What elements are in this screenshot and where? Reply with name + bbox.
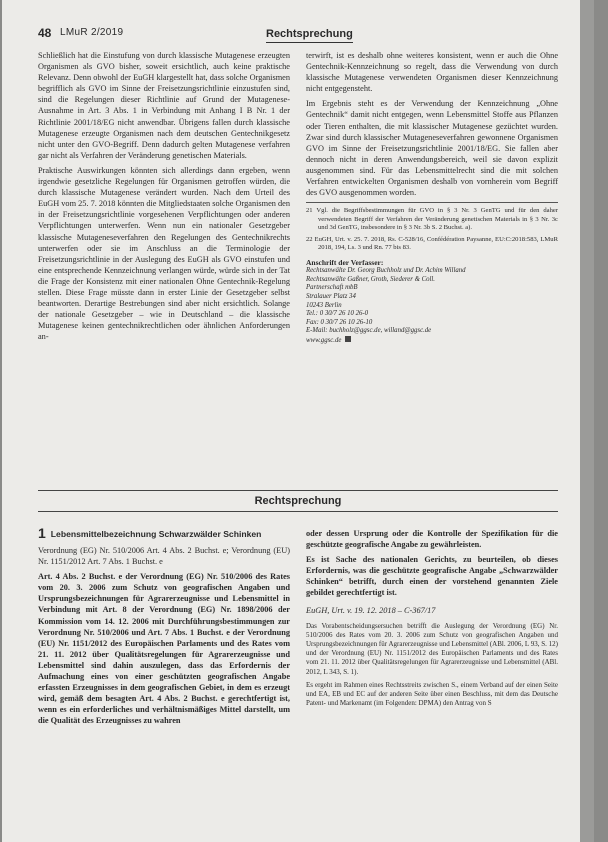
address-line: 10243 Berlin <box>306 301 342 309</box>
case-title: Lebensmittelbezeichnung Schwarzwälder Schinken <box>50 529 262 539</box>
address-line: Fax: 0 30/7 26 10 26-10 <box>306 318 373 326</box>
journal-page <box>2 0 594 842</box>
case-number: 1 <box>38 525 46 541</box>
case-column-right <box>306 528 558 712</box>
address-line: Partnerschaft mbB <box>306 284 358 292</box>
section-tag: Rechtsprechung <box>266 28 353 43</box>
footnote: 22 EuGH, Urt. v. 25. 7. 2018, Rs. C-528/16, Confédération Paysanne, EU:C:2018:583, LMuR 2018, 194, Ls. 3 und Rn. 77 bis 83. <box>306 236 558 252</box>
footnote: 21 Vgl. die Begriffsbestimmungen für GVO in § 3 Nr. 3 GenTG und für den daher verwendeten Begriff der Verfahren der Veränderung genetischen Materials in § 3 Nr. 3c und 3d GenTG, insbesondere in § 3 Nr. 3b S. 2 Buchst. a). <box>306 207 558 231</box>
section-heading-bar <box>38 490 558 512</box>
page-edge-shadow <box>580 0 594 842</box>
address-line: Tel.: 0 30/7 26 10 26-0 <box>306 310 369 318</box>
case-citation: EuGH, Urt. v. 19. 12. 2018 – C-367/17 <box>306 605 436 615</box>
section-heading: Rechtsprechung <box>254 495 342 507</box>
article-column-left <box>38 50 290 346</box>
journal-name: LMuR 2/2019 <box>60 27 124 38</box>
address-line: Rechtsanwälte Gaßner, Groth, Siederer & Coll. <box>306 275 436 283</box>
case-headnote-2: Es ist Sache des nationalen Gerichts, zu beurteilen, ob dieses Erfordernis, was die geschützte geografische Angabe „Schwarzwälder Schinken“ betrifft, durch einen der vorstehend genannten Ziele gebildet gerechtfertigt ist. <box>306 555 558 598</box>
case-heading <box>38 525 290 541</box>
case-column-left <box>38 525 290 731</box>
address-line: E-Mail: buchholz@ggsc.de, willand@ggsc.de <box>306 327 432 335</box>
article-paragraph: terwirft, ist es deshalb ohne weiteres konsistent, wenn er auch die Ohne Gentechnik-Kennzeichnung so regelt, dass die Verwendung von durch klassische Mutagenese verwendeten Organismen dieser Kennzeichnung nicht entgegensteht. <box>306 51 558 94</box>
address-title: Anschrift der Verfasser: <box>306 257 384 267</box>
author-address <box>306 259 558 346</box>
case-regulations: Verordnung (EG) Nr. 510/2006 Art. 4 Abs. 2 Buchst. e; Verordnung (EU) Nr. 1151/2012 Art. 7 Abs. 1 Buchst. e <box>38 546 290 567</box>
case-headnote: Art. 4 Abs. 2 Buchst. e der Verordnung (EG) Nr. 510/2006 des Rates vom 20. 3. 2006 zum Schutz von geografischen Angaben und Ursprungsbezeichnungen für Agrarerzeugnisse und Lebensmittel in Verbindung mit Art. 8 der Verordnung (EG) Nr. 1898/2006 der Kommission vom 14. 12. 2006 mit Durchführungsbestimmungen zur Verordnung Nr. 510/2006 und Art. 7 Abs. 1 Buchst. e der Verordnung (EU) Nr. 1151/2012 des Europäischen Parlaments und des Rates vom 21. 11. 2012 über Qualitätsregelungen für Agrarerzeugnisse und Lebensmittel sind dahin auszulegen, dass das Erfordernis der Aufmachung eines von einer geschützten geografischen Angabe erfassten Erzeugnisses in dem geografischen Gebiet, in dem es erzeugt wird, gemäß dem besagten Art. 4 Abs. 2 Buchst. e gerechtfertigt ist, wenn es ein erforderliches und verhältnismäßiges Mittel darstellt, um die Qualität des Erzeugnisses zu wahren <box>38 572 290 726</box>
address-line: www.ggsc.de <box>306 337 342 345</box>
address-line: Stralauer Platz 34 <box>306 293 356 301</box>
article-column-right <box>306 50 558 346</box>
page-number: 48 <box>38 26 52 40</box>
case-body-paragraph: Es ergeht im Rahmen eines Rechtsstreits zwischen S., einem Verband auf der einen Seite und EA, EB und EC auf der anderen Seite über einen Beschluss, mit dem das Deutsche Patent- und Markenamt (im Folgenden: DPMA) den Antrag von S <box>306 680 558 708</box>
article-paragraph: Schließlich hat die Einstufung von durch klassische Mutagenese erzeugten Organismen als GVO bisher, soweit ersichtlich, auch keine praktische Relevanz. Denn obwohl der EuGH klargestellt hat, dass solche Organismen begrifflich als GVO im Sinne der Freisetzungsrichtlinie einzustufen sind, sind die Regelungen dieser Richtlinie auf Grund der Mutagenese-Ausnahme in Art. 3 Abs. 1 in Verbindung mit Anhang I B Nr. 1 der Richtlinie 2001/18/EG nicht anwendbar. Übrigens fallen durch klassische Mutagenese erzeugte Organismen nach dem deutschen Gentechnikgesetz nicht unter den GVO-Begriff. Denn dadurch gelten Mutagenese verfahren gar nicht als Verfahren der Veränderung genetischen Materials. <box>38 51 290 160</box>
footnote-divider <box>306 202 558 203</box>
case-body-paragraph: Das Vorabentscheidungsersuchen betrifft die Auslegung der Verordnung (EG) Nr. 510/2006 des Rates vom 20. 3. 2006 zum Schutz von geografischen Angaben und Ursprungsbezeichnungen für Agrarerzeugnisse und Lebensmittel (ABl. 2006, L 93, S. 12) und der Verordnung (EU) Nr. 1151/2012 des Europäischen Parlaments und des Rates vom 21. 11. 2012 über Qualitätsregelungen für Agrarerzeugnisse und Lebensmittel (ABl. 2012, L 343, S. 1). <box>306 621 558 676</box>
address-line: Rechtsanwälte Dr. Georg Buchholz und Dr. Achim Willand <box>306 267 466 275</box>
page-header <box>38 22 568 48</box>
article-paragraph: Praktische Auswirkungen könnten sich allerdings dann ergeben, wenn irgendwie gesetzliche Regelungen für Organismen getroffen würden, die durch klassische Mutagenese verändert wurden. Nach dem Urteil des EuGH vom 25. 7. 2018 könnten die Mitgliedstaaten solche Organismen den in der Freisetzungsrichtlinie vorgesehenen Verpflichtungen oder anderen Verpflichtungen unterwerfen. Wenn nun ein nationaler Gesetzgeber klassische Mutageneseverfahren den Regelungen des Gentechnikrechts unterwerfen oder sie im Anschluss an die Terminologie der Freisetzungsrichtlinie in der Auslegung des EuGH als GVO einstufen und eine entsprechende Kennzeichnung verlangen würde, würde sich in der Tat die Frage der Konsistenz mit einer nationalen Ohne Gentechnik-Regelung stellen. Diese Frage müsste dann in erster Linie der Gesetzgeber selbst beantworten. Derartige Bestrebungen sind aber nicht ersichtlich. Solange der nationale Gesetzgeber – wie in Deutschland – die klassische Mutagenese keinen gentechnikrechtlichen oder ähnlichen Anforderungen an- <box>38 165 290 342</box>
end-marker-icon <box>345 336 351 342</box>
case-headnote-continued: oder dessen Ursprung oder die Kontrolle der Spezifikation für die geschützte geografische Angabe zu gewährleisten. <box>306 529 558 550</box>
article-paragraph: Im Ergebnis steht es der Verwendung der Kennzeichnung „Ohne Gentechnik“ damit nicht entgegen, wenn Lebensmittel Stoffe aus Pflanzen oder Tieren enthalten, die mit klassischer Mutagenese gezüchtet wurden. Zwar sind durch klassischer Mutageneseverfahren gewonnene Organismen GVO im Sinne der Freisetzungsrichtlinie 2001/18/EG. Sie fallen aber dennoch nicht in deren Anwendungsbereich, weil sie davon explizit ausgenommen sind. Für das Lebensmittelrecht sind die mit solchen Verfahren entwickelten Organismen deshalb von vornherein vom Begriff des GVO ausgenommen worden. <box>306 99 558 198</box>
